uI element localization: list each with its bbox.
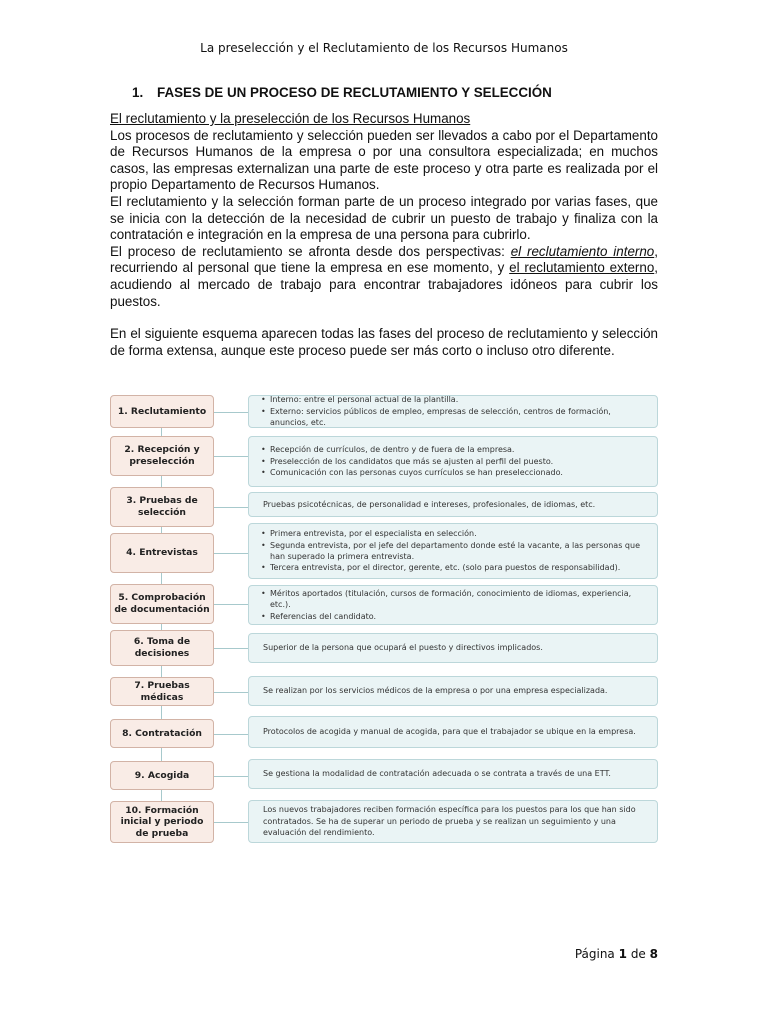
- page-label: Página: [574, 947, 615, 961]
- connector-line: [214, 648, 248, 649]
- phase-7-text: Se realizan por los servicios médicos de la empresa o por una empresa especializada.: [263, 686, 608, 696]
- page-total: 8: [649, 947, 658, 961]
- phase-box-9: 9. Acogida: [110, 761, 214, 790]
- phase-box-4: 4. Entrevistas: [110, 533, 214, 573]
- connector-line: [161, 573, 162, 584]
- page-header: La preselección y el Reclutamiento de los Recursos Humanos: [200, 41, 568, 55]
- phase-box-7: 7. Pruebas médicas: [110, 677, 214, 706]
- phase-box-10: 10. Formación inicial y periodo de prueba: [110, 801, 214, 843]
- section-heading: [132, 85, 552, 100]
- phase-10-text: Los nuevos trabajadores reciben formación específica para los puestos para los que han sido contratados. Se ha de superar un periodo de prueba y se realizan un seguimiento y una evaluación del rendimiento.: [263, 805, 636, 838]
- phase-4-item: • Primera entrevista, por el especialista en selección.: [270, 528, 649, 539]
- phase-8-text: Protocolos de acogida y manual de acogida, para que el trabajador se ubique en la empresa.: [263, 727, 636, 737]
- phase-box-1: 1. Reclutamiento: [110, 395, 214, 428]
- phase-description-1: [248, 395, 658, 428]
- phase-box-2: 2. Recepción y preselección: [110, 436, 214, 476]
- phase-4-item: • Segunda entrevista, por el jefe del departamento donde esté la vacante, a las personas que han superado la primera entrevista.: [270, 540, 649, 563]
- phase-description-8: [248, 716, 658, 748]
- connector-line: [214, 412, 248, 413]
- paragraph-2: El reclutamiento y la selección forman parte de un proceso integrado por varias fases, que se inicia con la detección de la necesidad de cubrir un puesto de trabajo y finaliza con la contratación e integración en la empresa de una persona para cubrirlo.: [110, 193, 658, 243]
- phase-description-5: [248, 585, 658, 625]
- connector-line: [161, 666, 162, 677]
- phase-2-item: • Preselección de los candidatos que más se ajusten al perfil del puesto.: [270, 456, 649, 467]
- phase-3-text: Pruebas psicotécnicas, de personalidad e intereses, profesionales, de idiomas, etc.: [263, 499, 596, 509]
- paragraph-1: Los procesos de reclutamiento y selección pueden ser llevados a cabo por el Departamento de Recursos Humanos de la empresa o por una consultora especializada; en muchos casos, las empresas externalizan una parte de este proceso y otra parte es realizada por el propio Departamento de Recursos Humanos.: [110, 127, 658, 193]
- phase-description-10: [248, 800, 658, 843]
- connector-line: [214, 822, 248, 823]
- phase-box-8: 8. Contratación: [110, 719, 214, 748]
- p3-part-a: El proceso de reclutamiento se afronta desde dos perspectivas:: [110, 243, 511, 259]
- connector-line: [214, 734, 248, 735]
- phase-description-9: [248, 759, 658, 789]
- phase-description-2: [248, 436, 658, 487]
- connector-line: [214, 776, 248, 777]
- body-text: [110, 111, 658, 359]
- phase-description-4: [248, 523, 658, 579]
- connector-line: [161, 428, 162, 436]
- connector-line: [214, 456, 248, 457]
- phase-box-3: 3. Pruebas de selección: [110, 487, 214, 527]
- section-number: 1.: [132, 85, 144, 100]
- phase-description-7: [248, 676, 658, 706]
- connector-line: [161, 476, 162, 487]
- phase-5-item: • Referencias del candidato.: [270, 611, 649, 622]
- section-title: FASES DE UN PROCESO DE RECLUTAMIENTO Y SELECCIÓN: [157, 85, 552, 100]
- p3-part-c: , acudiendo al mercado de trabajo para encontrar trabajadores idóneos para cubrir los puestos.: [110, 260, 658, 309]
- phase-9-text: Se gestiona la modalidad de contratación adecuada o se contrata a través de una ETT.: [263, 769, 611, 779]
- phase-1-item: • Interno: entre el personal actual de la plantilla.: [270, 394, 649, 405]
- connector-line: [214, 507, 248, 508]
- phase-description-6: [248, 633, 658, 663]
- phase-1-item: • Externo: servicios públicos de empleo, empresas de selección, centros de formación, anuncios, etc.: [270, 406, 649, 429]
- phase-2-item: • Comunicación con las personas cuyos currículos se han preseleccionado.: [270, 467, 649, 478]
- phase-5-item: • Méritos aportados (titulación, cursos de formación, conocimiento de idiomas, experiencia, etc.).: [270, 588, 649, 611]
- phase-2-item: • Recepción de currículos, de dentro y de fuera de la empresa.: [270, 444, 649, 455]
- connector-line: [161, 748, 162, 761]
- phase-6-text: Superior de la persona que ocupará el puesto y directivos implicados.: [263, 643, 543, 653]
- external-recruitment-term: el reclutamiento externo: [509, 260, 655, 276]
- subtitle: El reclutamiento y la preselección de los Recursos Humanos: [110, 111, 471, 126]
- connector-line: [161, 706, 162, 719]
- paragraph-4: En el siguiente esquema aparecen todas las fases del proceso de reclutamiento y selección de forma extensa, aunque este proceso puede ser más corto o incluso otro diferente.: [110, 326, 658, 358]
- connector-line: [161, 790, 162, 801]
- internal-recruitment-term: el reclutamiento interno: [510, 243, 655, 259]
- connector-line: [214, 553, 248, 554]
- phase-box-6: 6. Toma de decisiones: [110, 630, 214, 666]
- page-footer: [575, 947, 658, 961]
- phase-4-item: • Tercera entrevista, por el director, gerente, etc. (solo para puestos de responsabilidad).: [270, 562, 649, 573]
- page-current: 1: [618, 947, 627, 961]
- paragraph-3: [110, 244, 658, 310]
- phase-description-3: [248, 492, 658, 517]
- phase-box-5: 5. Comprobación de documentación: [110, 584, 214, 624]
- of-label: de: [630, 947, 646, 961]
- connector-line: [214, 692, 248, 693]
- connector-line: [214, 604, 248, 605]
- p3-part-b: , recurriendo al personal que tiene la empresa en ese momento, y: [110, 243, 658, 276]
